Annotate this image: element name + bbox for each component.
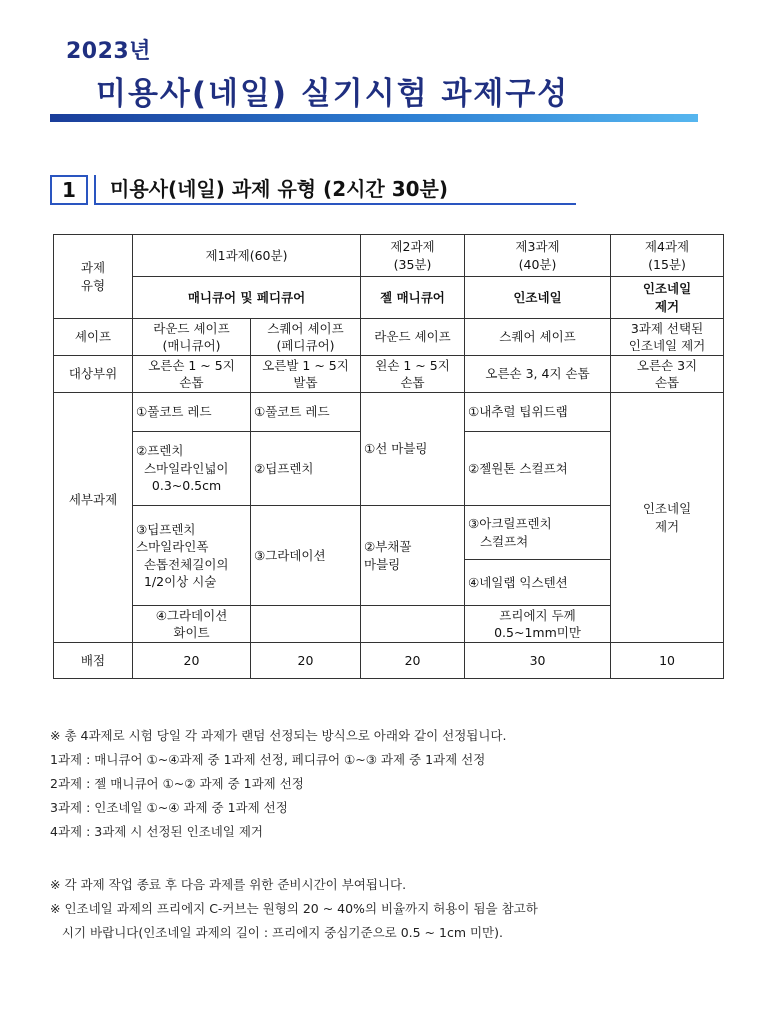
shape-cell: 스퀘어 셰이프 bbox=[465, 319, 611, 356]
type-label bbox=[54, 235, 133, 319]
note-line: 3과제 : 인조네일 ①~④ 과제 중 1과제 선정 bbox=[50, 800, 288, 815]
pedi-empty-cell bbox=[251, 606, 361, 643]
nail-detail-1: ①내추럴 팁위드랩 bbox=[465, 393, 611, 432]
pedi-detail-3: ③그라데이션 bbox=[251, 506, 361, 606]
score-label: 배점 bbox=[54, 643, 133, 679]
task2-subheader: 젤 매니큐어 bbox=[361, 277, 465, 319]
gel-empty-cell bbox=[361, 606, 465, 643]
year-heading: 2023년 bbox=[66, 39, 151, 64]
shape-cell: 스퀘어 셰이프 (페디큐어) bbox=[251, 319, 361, 356]
task3-header: 제3과제 (40분) bbox=[465, 235, 611, 277]
mani-detail-4: ④그라데이션 화이트 bbox=[133, 606, 251, 643]
title-underline-bar bbox=[50, 114, 698, 122]
score-cell: 20 bbox=[133, 643, 251, 679]
score-cell: 20 bbox=[251, 643, 361, 679]
nail-detail-2: ②젤원톤 스컬프쳐 bbox=[465, 432, 611, 506]
page-title: 미용사(네일) 실기시험 과제구성 bbox=[96, 76, 570, 112]
shape-cell: 라운드 셰이프 (매니큐어) bbox=[133, 319, 251, 356]
section-number: 1 bbox=[50, 175, 88, 205]
task-table bbox=[53, 234, 724, 679]
note-line: 시기 바랍니다(인조네일 과제의 길이 : 프리에지 중심기준으로 0.5 ~ 1cm 미만). bbox=[50, 925, 503, 940]
target-cell: 오른손 3지 손톱 bbox=[611, 356, 724, 393]
pedi-detail-1: ①풀코트 레드 bbox=[251, 393, 361, 432]
note-line: 1과제 : 매니큐어 ①~④과제 중 1과제 선정, 페디큐어 ①~③ 과제 중 1과제 선정 bbox=[50, 752, 486, 767]
nail-detail-4: ④네일랩 익스텐션 bbox=[465, 560, 611, 606]
target-cell: 오른발 1 ~ 5지 발톱 bbox=[251, 356, 361, 393]
task4-subheader: 인조네일 제거 bbox=[611, 277, 724, 319]
detail-label: 세부과제 bbox=[54, 393, 133, 606]
nail-free-edge-note: 프리에지 두께 0.5~1mm미만 bbox=[465, 606, 611, 643]
note-line: ※ 각 과제 작업 종료 후 다음 과제를 위한 준비시간이 부여됩니다. bbox=[50, 877, 407, 892]
notes-block bbox=[50, 724, 538, 945]
shape-cell: 3과제 선택된 인조네일 제거 bbox=[611, 319, 724, 356]
target-cell: 오른손 3, 4지 손톱 bbox=[465, 356, 611, 393]
task3-subheader: 인조네일 bbox=[465, 277, 611, 319]
score-cell: 10 bbox=[611, 643, 724, 679]
note-line: ※ 인조네일 과제의 프리에지 C-커브는 원형의 20 ~ 40%의 비율까지 허용이 됨을 참고하 bbox=[50, 901, 538, 916]
target-label: 대상부위 bbox=[54, 356, 133, 393]
score-cell: 20 bbox=[361, 643, 465, 679]
target-cell: 왼손 1 ~ 5지 손톱 bbox=[361, 356, 465, 393]
target-cell: 오른손 1 ~ 5지 손톱 bbox=[133, 356, 251, 393]
gel-detail-2: ②부채꼴 마블링 bbox=[361, 506, 465, 606]
mani-detail-1: ①풀코트 레드 bbox=[133, 393, 251, 432]
shape-cell: 라운드 셰이프 bbox=[361, 319, 465, 356]
shape-label: 셰이프 bbox=[54, 319, 133, 356]
note-line: 2과제 : 젤 매니큐어 ①~② 과제 중 1과제 선정 bbox=[50, 776, 304, 791]
gel-detail-1: ①선 마블링 bbox=[361, 393, 465, 506]
task1-header: 제1과제(60분) bbox=[133, 235, 361, 277]
task1-subheader: 매니큐어 및 페디큐어 bbox=[133, 277, 361, 319]
note-line: 4과제 : 3과제 시 선정된 인조네일 제거 bbox=[50, 824, 264, 839]
task4-header: 제4과제 (15분) bbox=[611, 235, 724, 277]
pedi-detail-2: ②딥프렌치 bbox=[251, 432, 361, 506]
task2-header: 제2과제 (35분) bbox=[361, 235, 465, 277]
score-cell: 30 bbox=[465, 643, 611, 679]
mani-detail-3: ③딥프렌치 스마일라인폭 손톱전체길이의 1/2이상 시술 bbox=[133, 506, 251, 606]
section-title: 미용사(네일) 과제 유형 (2시간 30분) bbox=[94, 175, 576, 205]
note-line: ※ 총 4과제로 시험 당일 각 과제가 랜덤 선정되는 방식으로 아래와 같이 선정됩니다. bbox=[50, 728, 507, 743]
type-label-text: 과제 유형 bbox=[80, 260, 106, 293]
mani-detail-2: ②프렌치 스마일라인넓이 0.3~0.5cm bbox=[133, 432, 251, 506]
nail-detail-3: ③아크릴프렌치 스컬프쳐 bbox=[465, 506, 611, 560]
detail-label-cont bbox=[54, 606, 133, 643]
removal-detail: 인조네일 제거 bbox=[611, 393, 724, 643]
